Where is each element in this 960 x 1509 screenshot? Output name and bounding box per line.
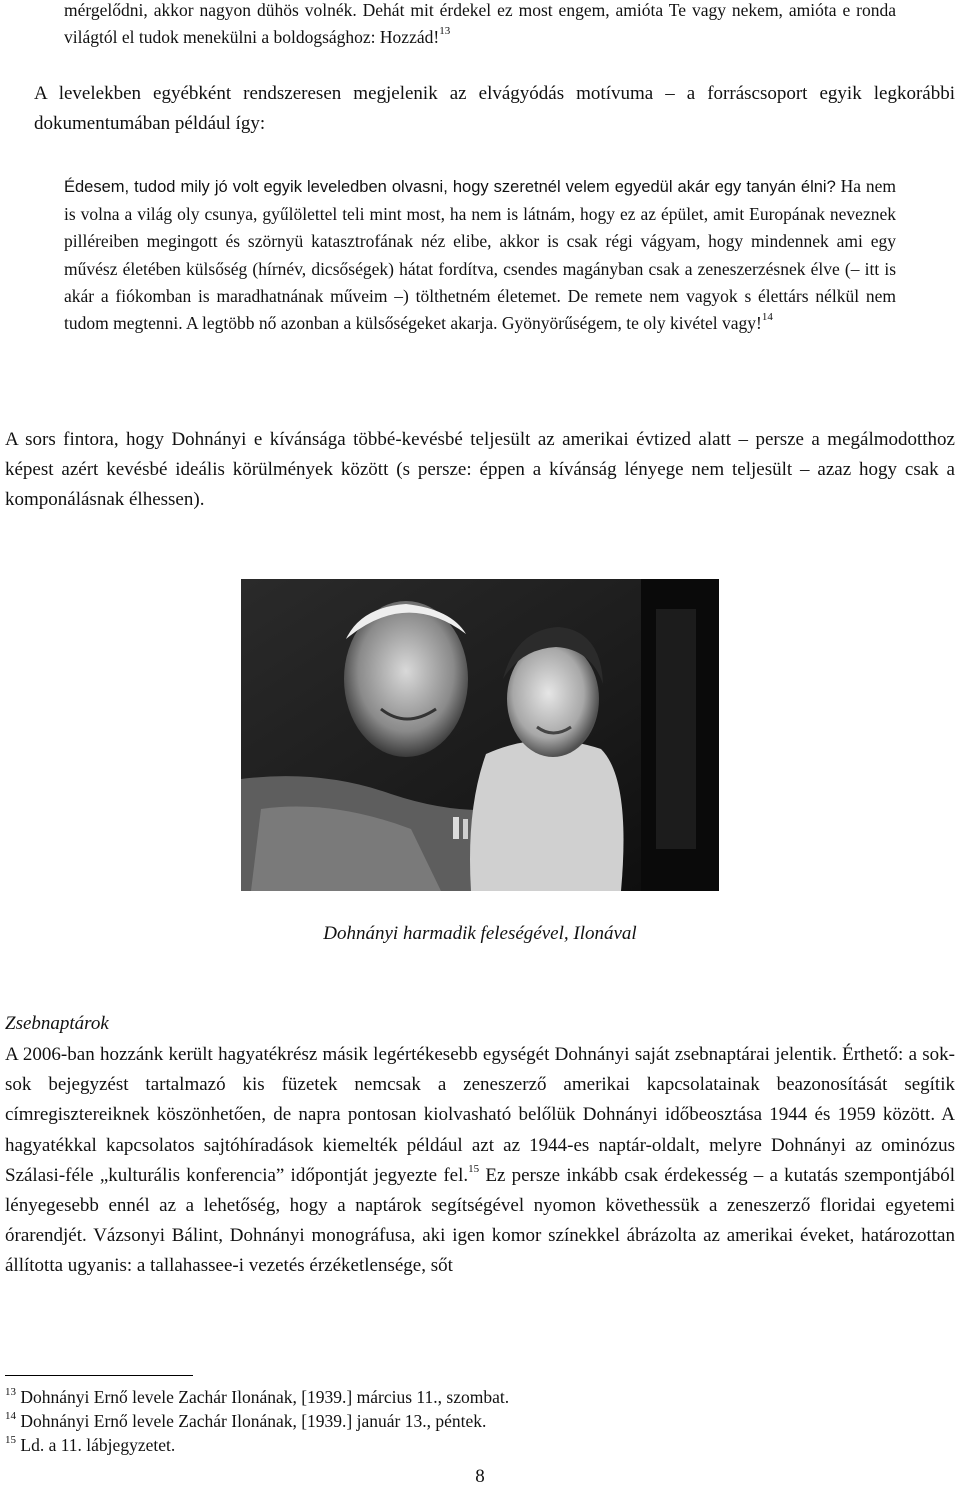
footnote-ref[interactable]: 15: [468, 1162, 480, 1175]
photo-image: [241, 579, 719, 891]
letter-quote: [64, 173, 896, 337]
photo-caption: Dohnányi harmadik feleségével, Ilonával: [323, 923, 637, 944]
footnote-15: $^{15}$ Ld. a 11. lábjegyzetet.: [5, 1434, 176, 1455]
footnote-divider: [5, 1375, 193, 1376]
quote-body: Ha nem is volna a világ oly csunya, gyűlölettel teli mint most, ha nem is látnám, hogy ez az épület, amit Europának neveznek pilléreiben megingott és szörnyü katasztrofának néz elibe, akkor is csak régi vágyam, hogy mindennek ami egy művész életében külsőség (hírnév, dicsőségek) hátat fordítva, csendes magányban csak a zeneszerzésnek élve (– itt is akár a fiókomban is maradhatnának műveim –) tölthetném életemet. De remete nem vagyok s élettárs nélkül nem tudom megtenni. A legtöbb nő azonban a külsőségeket akarja. Gyönyörűségem, te oly kivétel vagy!: [64, 176, 896, 334]
quote-opening: Édesem, tudod mily jó volt egyik leveledben olvasni, hogy szeretnél velem egyedül akár egy tanyán élni?: [64, 178, 836, 196]
footnote-14: $^{14}$ Dohnányi Ernő levele Zachár Ilonának, [1939.] január 13., péntek.: [5, 1410, 487, 1431]
sors-paragraph: A sors fintora, hogy Dohnányi e kívánsága többé-kevésbé teljesült az amerikai évtized alatt – persze a megálmodotthoz képest azért kevésbé ideális körülmények között (s persze: éppen a kívánság lényege nem teljesült – azaz hogy csak a komponálásnak élhessen).: [5, 429, 955, 511]
intro-paragraph: A levelekben egyébként rendszeresen megjelenik az elvágyódás motívuma – a forráscsoport egyik legkorábbi dokumentumában például így:: [34, 83, 955, 135]
letter-quote-continuation: mérgelődni, akkor nagyon dühös volnék. Dehát mit érdekel ez most engem, amióta Te vagy nekem, amióta e ronda világtól el tudok menekülni a boldogsághoz: Hozzád!$^{13}$: [64, 0, 896, 48]
footnote-13: $^{13}$ Dohnányi Ernő levele Zachár Ilonának, [1939.] március 11., szombat.: [5, 1386, 510, 1407]
footnote-ref[interactable]: 14: [761, 311, 773, 324]
footnote-ref[interactable]: 13: [439, 25, 451, 38]
page-number: 8: [475, 1466, 485, 1487]
section-paragraph: A 2006-ban hozzánk került hagyatékrész másik legértékesebb egységét Dohnányi saját zsebnaptárai jelentik. Érthető: a sok-sok bejegyzést tartalmazó kis füzetek nemcsak a zeneszerző amerikai kapcsolatainak beazonosítását segítik címregisztereiknek köszönhetően, de napra pontosan kiolvasható belőlük Dohnányi időbeosztása 1944 és 1959 között. A hagyatékkal kapcsolatos sajtóhíradások kiemelték például azt az 1944-es naptár-oldalt, melyre Dohnányi az ominózus Szálasi-féle „kulturális konferencia” időpontját jegyezte fel.$^{15}$ Ez persze inkább csak érdekesség – a kutatás szempontjából lényegesebb ennél az a lehetőség, hogy a naptárok segítségével nyomon követhessük a zeneszerző floridai egyetemi órarendjét. Vázsonyi Bálint, Dohnányi monográfusa, aki igen komor színekkel ábrázolta az amerikai éveket, határozottan állította ugyanis: a tallahassee-i vezetés érzéketlensége, sőt: [5, 1044, 955, 1277]
section-heading: Zsebnaptárok: [5, 1013, 109, 1034]
photo-dohnanyi-and-ilona: [241, 579, 719, 891]
